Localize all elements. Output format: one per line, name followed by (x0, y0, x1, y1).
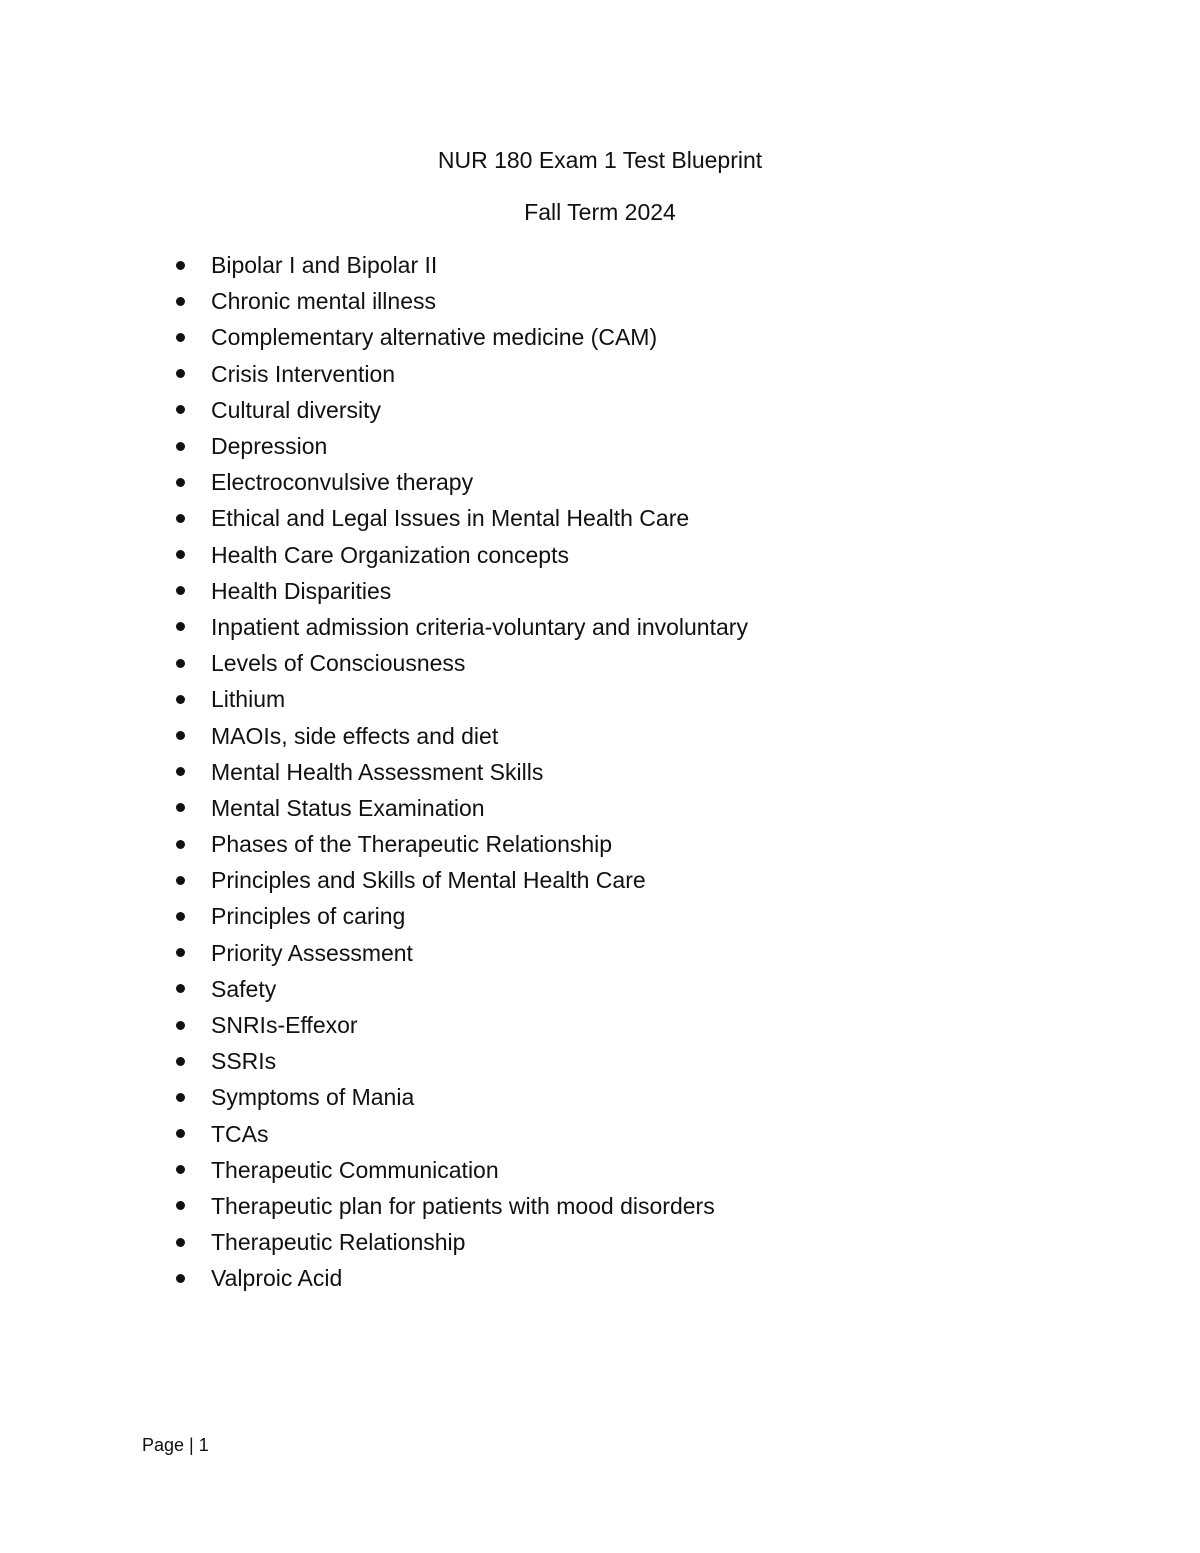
bullet-icon (176, 695, 185, 704)
bullet-icon (176, 1057, 185, 1066)
bullet-icon (176, 1238, 185, 1247)
list-item (172, 464, 748, 500)
list-item-label: Inpatient admission criteria-voluntary and involuntary (211, 613, 748, 640)
bullet-icon (176, 261, 185, 270)
bullet-icon (176, 442, 185, 451)
bullet-icon (176, 1093, 185, 1102)
list-item-label: Phases of the Therapeutic Relationship (211, 831, 613, 858)
list-item-label: Principles and Skills of Mental Health Care (211, 867, 646, 894)
list-item (172, 537, 748, 573)
list-item-label: Ethical and Legal Issues in Mental Health Care (211, 505, 690, 532)
list-item (172, 573, 748, 609)
bullet-icon (176, 803, 185, 812)
list-item (172, 826, 748, 862)
list-item (172, 754, 748, 790)
list-item (172, 681, 748, 717)
list-item (172, 862, 748, 898)
footer-separator: | (189, 1435, 194, 1455)
list-item-label: Chronic mental illness (211, 288, 436, 315)
list-item (172, 392, 748, 428)
list-item (172, 1079, 748, 1115)
bullet-icon (176, 1201, 185, 1210)
list-item (172, 1007, 748, 1043)
bullet-icon (176, 333, 185, 342)
list-item (172, 645, 748, 681)
list-item (172, 971, 748, 1007)
list-item (172, 790, 748, 826)
list-item (172, 609, 748, 645)
bullet-icon (176, 731, 185, 740)
list-item-label: Priority Assessment (211, 939, 413, 966)
bullet-icon (176, 514, 185, 523)
bullet-icon (176, 659, 185, 668)
list-item (172, 1260, 748, 1296)
list-item-label: Mental Health Assessment Skills (211, 758, 544, 785)
list-item (172, 500, 748, 536)
list-item-label: Health Disparities (211, 577, 392, 604)
list-item-label: Crisis Intervention (211, 360, 396, 387)
list-item (172, 428, 748, 464)
page-number: 1 (198, 1435, 209, 1455)
page-footer (142, 1433, 209, 1457)
list-item (172, 1188, 748, 1224)
bullet-icon (176, 550, 185, 559)
list-item-label: Principles of caring (211, 903, 406, 930)
list-item (172, 898, 748, 934)
bullet-icon (176, 840, 185, 849)
list-item-label: MAOIs, side effects and diet (211, 722, 499, 749)
bullet-icon (176, 622, 185, 631)
list-item-label: Safety (211, 975, 277, 1002)
list-item (172, 283, 748, 319)
list-item-label: Complementary alternative medicine (CAM) (211, 324, 658, 351)
document-title: NUR 180 Exam 1 Test Blueprint (437, 147, 763, 173)
page-label: Page (142, 1435, 185, 1455)
bullet-icon (176, 1021, 185, 1030)
list-item (172, 1043, 748, 1079)
list-item (172, 319, 748, 355)
list-item (172, 247, 748, 283)
list-item (172, 1152, 748, 1188)
list-item-label: Health Care Organization concepts (211, 541, 569, 568)
bullet-icon (176, 1274, 185, 1283)
list-item (172, 935, 748, 971)
list-item-label: Mental Status Examination (211, 794, 485, 821)
list-item-label: Depression (211, 433, 328, 460)
bullet-icon (176, 984, 185, 993)
list-item-label: Therapeutic Communication (211, 1156, 499, 1183)
topic-list (172, 247, 748, 1296)
list-item (172, 717, 748, 753)
list-item-label: Bipolar I and Bipolar II (211, 252, 438, 279)
list-item-label: Valproic Acid (211, 1265, 343, 1292)
list-item-label: Electroconvulsive therapy (211, 469, 474, 496)
bullet-icon (176, 1129, 185, 1138)
bullet-icon (176, 1165, 185, 1174)
list-item (172, 1224, 748, 1260)
bullet-icon (176, 369, 185, 378)
bullet-icon (176, 912, 185, 921)
bullet-icon (176, 297, 185, 306)
document-subtitle: Fall Term 2024 (524, 199, 676, 225)
list-item-label: SSRIs (211, 1048, 277, 1075)
list-item (172, 1116, 748, 1152)
bullet-icon (176, 405, 185, 414)
bullet-icon (176, 876, 185, 885)
list-item-label: SNRIs-Effexor (211, 1012, 358, 1039)
bullet-icon (176, 478, 185, 487)
list-item-label: Levels of Consciousness (211, 650, 466, 677)
list-item (172, 356, 748, 392)
bullet-icon (176, 948, 185, 957)
list-item-label: TCAs (211, 1120, 269, 1147)
bullet-icon (176, 586, 185, 595)
list-item-label: Cultural diversity (211, 396, 381, 423)
list-item-label: Therapeutic Relationship (211, 1229, 466, 1256)
list-item-label: Therapeutic plan for patients with mood disorders (211, 1192, 715, 1219)
list-item-label: Lithium (211, 686, 286, 713)
bullet-icon (176, 767, 185, 776)
list-item-label: Symptoms of Mania (211, 1084, 415, 1111)
